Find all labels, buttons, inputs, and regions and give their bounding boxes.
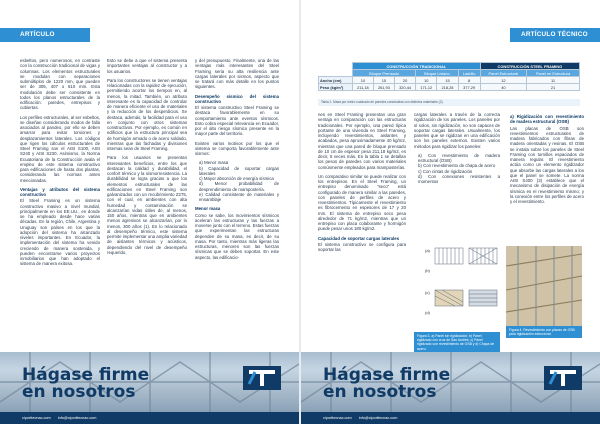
advantages-list bbox=[195, 160, 279, 202]
paragraph: y del presupuesto. Finalmente, una de las ventajas más interesantes del Steel Framing seria su alta resiliencia ante cargas laterales por sismos, aspecto que se tratará con más detalle en los puntos siguientes. bbox=[195, 58, 279, 90]
slogan-line: Hágase firme bbox=[323, 365, 451, 385]
paragraph: El sistema constructivo se configura para soportar las bbox=[318, 241, 406, 252]
table-cell: 11 bbox=[527, 77, 580, 84]
company-logo bbox=[239, 364, 285, 402]
table-cell: 15 bbox=[437, 77, 458, 84]
table-group-header: CONSTRUCCIÓN TRADICIONAL bbox=[353, 63, 481, 70]
paragraph: Las placas de OSB son revestimientos estructurales de madera fabricados con fibras de madera orientadas y resinas. El OSB se instala sobre los paneles de Steel Framing con tornillos espaciados de manera regular. El revestimiento actúa como un elemento rigidizador que absorbe las cargas laterales a los que el panel se somete. La norma AISI S400 (3) establece que el mecanismo de disipación de energía sísmica es el revestimiento mismo; y la conexión entre los perfiles de acero y el revestimiento. bbox=[510, 125, 584, 204]
table-note: Tabla 1. Masa por metro cuadrado de paredes construidas con distintos materiales (2). bbox=[318, 99, 580, 106]
table-cell: 8 bbox=[458, 77, 480, 84]
table-cell: 10 bbox=[416, 77, 437, 84]
banner-slogan bbox=[22, 367, 149, 401]
table-cell: 10 bbox=[353, 77, 374, 84]
table-cell: 171,12 bbox=[416, 84, 437, 91]
list-item: b) Con revestimiento de chapa de acero bbox=[418, 163, 496, 169]
figure-4-caption: Figura 4. Revestimiento con placas de OSB para rigidización estructural. bbox=[506, 326, 582, 338]
table-cell: 320,44 bbox=[394, 84, 415, 91]
subheading: Menor masa bbox=[195, 206, 221, 212]
list-item: b) Capacidad de soportar cargas laterales bbox=[199, 165, 279, 176]
table-sub-header: Bloque Prensado bbox=[353, 70, 416, 77]
subheading: a) Rigidización con revestimiento de madera estructural (OSB) bbox=[510, 114, 584, 125]
diagram-label: (b) bbox=[425, 268, 430, 273]
list-item: c) Mayor absorción de energía sísmica bbox=[199, 176, 274, 181]
contact-web[interactable]: ciporttecnac.com bbox=[323, 416, 352, 420]
paragraph: Existen varios motivos por los que el sistema se comporta favorablemente ante sismos: bbox=[195, 140, 279, 156]
contact-web[interactable]: ciporttecnac.com bbox=[22, 416, 51, 420]
row-label: Ancho (cm) bbox=[319, 77, 353, 84]
contact-strip bbox=[301, 412, 600, 424]
table-cell: 377,29 bbox=[458, 84, 480, 91]
table-group-header: CONSTRUCCIÓN STEEL FRAMING bbox=[480, 63, 579, 70]
subheading: Desempeño sísmico del sistema constructivo bbox=[195, 93, 279, 104]
slogan-line: en nosotros bbox=[22, 382, 136, 402]
table-row bbox=[319, 77, 580, 84]
table-row bbox=[319, 84, 580, 91]
row-label: Peso (kg/m²) bbox=[319, 84, 353, 91]
table-cell: 40 bbox=[480, 84, 526, 91]
list-item: c) Con cintas de rigidización bbox=[418, 168, 473, 174]
figure-4-photo bbox=[506, 246, 582, 326]
list-item: a) Con revestimiento de madera estructural (OSB) bbox=[418, 152, 500, 163]
table-cell: 12 bbox=[480, 77, 526, 84]
list-item: d) Con conexiones resistentes a momentos bbox=[418, 173, 500, 184]
table-sub-header: Bloque Liviano bbox=[416, 70, 458, 77]
paragraph: cargas laterales a través de la correcta rigidización de los paneles. Los paneles por sí solos, sin rigidización, no son capaces de soportar cargas laterales. Usualmente, los paneles que se rigidizan en una edificación son los paneles externos. Existen varios métodos para rigidizar los paneles: bbox=[414, 112, 500, 149]
diagram-label: (a) bbox=[425, 248, 430, 253]
osb-frame-photo bbox=[506, 246, 582, 326]
list-item: a) Menor masa bbox=[199, 160, 229, 166]
list-item: e) Calidad consistente de materiales y ensamblaje bbox=[199, 191, 279, 202]
diagram-label: (d) bbox=[425, 310, 430, 315]
paragraph: Para los constructores se tienen ventajas relacionadas con la rapidez de ejecución, permitiendo acortar los tiempos en, al menos, la mitad. También, un atributo interesante es la capacidad de controlar de manera eficiente el uso de materiales y la reducción de los desperdicios. Se destaca, además, la facilidad para el uso en conjunto con otros sistemas constructivos. Por ejemplo, es común en edificios que la estructura principal sea de hormigón armado o de acero soldado, mientras que las fachadas y divisiones internas sean de Steel Framing. bbox=[107, 77, 187, 151]
paragraph: Un comparativo similar se puede realizar con los entrepisos. En el Steel Framing, un entrepiso denominado "seco" está configurado de manera similar a las paredes, con paneles de perfiles de acero y revestimientos. Típicamente el revestimiento es fibrocemento en espesores de 17 y 20 mm. El sistema de entrepiso seco pesa alrededor de 71 kg/m2, mientras que un entrepiso con placa colaborante y hormigón puede pesar unos 180 kg/m2. bbox=[318, 173, 406, 232]
subheading: Capacidad de soportar cargas laterales bbox=[318, 235, 400, 241]
contact-email[interactable]: info@ciporttecnac.com bbox=[57, 416, 97, 420]
contact-strip bbox=[0, 412, 299, 424]
table-sub-header: Panel Estructural bbox=[480, 70, 526, 77]
right-column-1 bbox=[318, 112, 406, 348]
bracing-methods-list bbox=[414, 153, 500, 185]
table-cell: 21 bbox=[527, 84, 580, 91]
slogan-line: en nosotros bbox=[323, 382, 437, 402]
table-cell: 261,93 bbox=[373, 84, 394, 91]
ad-banner-left[interactable] bbox=[0, 352, 299, 424]
left-column-1 bbox=[20, 58, 100, 348]
paragraph: Esto se debe a que el sistema presenta importantes ventajas al constructor y a los usuarios. bbox=[107, 58, 187, 74]
slogan-line: Hágase firme bbox=[22, 365, 150, 385]
company-logo bbox=[540, 364, 586, 402]
figure-3-diagrams bbox=[425, 246, 503, 332]
table-corner bbox=[319, 63, 353, 70]
table-corner bbox=[319, 70, 353, 77]
right-column-2 bbox=[414, 112, 500, 244]
table-cell: 15 bbox=[373, 77, 394, 84]
left-column-3 bbox=[195, 58, 279, 348]
paragraph: esbeltos, pero numerosos, en contraste con la construcción tradicional de vigas y columnas. Los elementos estructurales se modulan con separaciones submúltiplos de 1220 mm, que pueden ser de 305, 407 o 610 mm. Esta modulación debe ser consistente en todos los planos estructurales de la edificación: paredes, entrepisos y cubiertas. bbox=[20, 58, 100, 111]
diagram-label: (c) bbox=[425, 290, 430, 295]
section-tag-right: ARTÍCULO TÉCNICO bbox=[510, 28, 600, 42]
ad-banner-right[interactable] bbox=[301, 352, 600, 424]
left-column-2 bbox=[107, 58, 187, 348]
panel-diagram-ab bbox=[433, 246, 501, 286]
paragraph: Los perfiles estructurales, al ser esbeltos, se diseñan considerando modos de falla asociados al pandeo, por ello se deben amarrar para evitar torsiones y desplazamientos laterales. Los códigos que rigen los cálculos estructurales de Steel Framing son el AISI S100, AISI S240 y AISI S230. Asimismo, la Norma Ecuatoriana de la Construcción avala el empleo de este sistema constructivo para edificaciones de hasta dos plantas, considerando las normas antes mencionadas. bbox=[20, 114, 100, 183]
paragraph: El Steel Framing es un sistema constructivo masivo a nivel mundial, principalmente en los EE.UU., en donde se ha empleado desde hace varias décadas. En la región, Chile, Argentina y Uruguay son países en los que la adopción del sistema ha alcanzado niveles importantes. En Ecuador, la implementación del sistema ha venido creciendo de manera sostenida, y pueden encontrarse varios proyectos inmobiliarios que han adoptado el sistema de manera exitosa. bbox=[20, 198, 100, 267]
subheading: Ventajas y atributos del sistema constructivo bbox=[20, 186, 100, 197]
contact-email[interactable]: info@ciporttecnac.com bbox=[358, 416, 398, 420]
right-column-3 bbox=[510, 112, 584, 242]
paragraph: Como se sabe, los movimientos sísmicos aceleran las estructuras y las fuerzas a moverse junto con el terreno. Estas fuerzas que experimentan las estructuras dependen de su masa, es decir, de su masa. Por tanto, mientras más ligeras las estructuras, menores son las fuerzas sísmicas que se deben soportar. En este aspecto, las edificacio- bbox=[195, 212, 279, 260]
table-cell: 218,28 bbox=[437, 84, 458, 91]
banner-slogan bbox=[323, 367, 450, 401]
mass-comparison-table bbox=[318, 62, 580, 91]
paragraph: El sistema constructivo Steel Framing se destaca favorablemente en su comportamiento ante eventos sísmicos. Esto cobra especial relevancia en Ecuador, por el alto riesgo sísmico presente en la mayor parte del territorio. bbox=[195, 105, 279, 137]
list-item: d) Menor probabilidad de desprendimiento de mampostería. bbox=[199, 181, 279, 192]
figure-3-caption: Figura 3. a) Panel sin rigidización; b) Panel rigidizado con cruz de San Andrés; c) Panel rigidizado con revestimiento de OSB y d) Chapa de acero. bbox=[414, 332, 500, 353]
table-cell: 20 bbox=[394, 77, 415, 84]
table-cell: 211,18 bbox=[353, 84, 374, 91]
table-sub-header: Ladrillo bbox=[458, 70, 480, 77]
panel-diagram-cd bbox=[433, 288, 501, 328]
section-tag-left: ARTÍCULO TÉCNICO bbox=[0, 28, 90, 42]
logo-icon bbox=[239, 364, 285, 402]
paragraph: nes en Steel Framing presentan una gran ventaja en comparación con las estructuras tradicionales. Por ejemplo, una pared típica portante de una vivienda en Steel Framing, incluyendo revestimientos, aislantes y acabados, pesa aproximadamente 40 kg/m2, mientras que una pared de bloque prensado de 10 cm de espesor pesa 211,18 kg/m2, es decir, 5 veces más. En la tabla 1 se detallan los pesos de paredes con varios materiales comúnmente empleados para mamposterías. bbox=[318, 112, 406, 170]
paragraph: Para los usuarios se presentan interesantes beneficios, entre los que destacan la calidad y durabilidad, el confort térmico y la sismorresistencia. La durabilidad se logra gracias a que los elementos estructurales de las edificaciones en Steel Framing son galvanizados con un recubrimiento Z275, con el cual, en ambientes con alta humedad y contaminación se alcanzarían vidas útiles de, al menos, 150 años, mientras que en ambientes menos agresivos se alcanzarían, por lo menos, 300 años (1). En lo relacionado al desempeño térmico, este sistema permite implementar una amplia variedad de aislantes térmicos y acústicos, dependiendo del nivel de desempeño requerido, bbox=[107, 155, 187, 255]
table-sub-header: Panel en Estructura bbox=[527, 70, 580, 77]
logo-icon bbox=[540, 364, 586, 402]
